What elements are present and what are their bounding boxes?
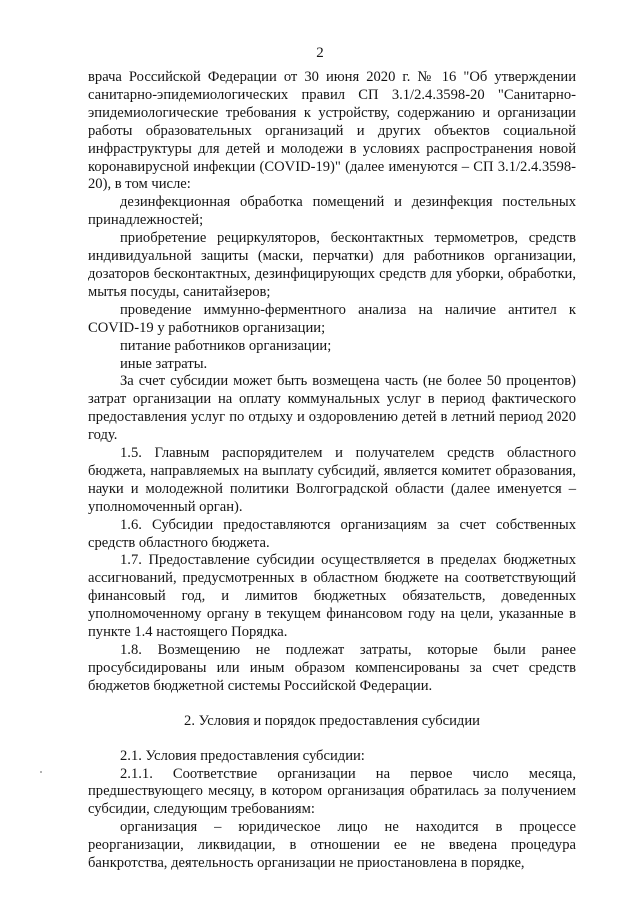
paragraph-clause-1-7: 1.7. Предоставление субсидии осуществляется в пределах бюджетных ассигнований, предусмотренных в областном бюджете на соответствующий финансовый год, и лимитов бюджетных обязательств, доведенных уполномоченному органу в текущем финансовом году на цели, указанные в пункте 1.4 настоящего Порядка. <box>88 552 576 641</box>
paragraph-list-antibody-test: проведение иммунно-ферментного анализа на наличие антител к COVID-19 у работников организации; <box>88 301 576 336</box>
paragraph-clause-1-6: 1.6. Субсидии предоставляются организациям за счет собственных средств областного бюджета. <box>88 516 576 551</box>
paragraph-list-staff-meals: питание работников организации; <box>120 337 332 354</box>
paragraph-clause-1-8: 1.8. Возмещению не подлежат затраты, которые были ранее просубсидированы или иным образом компенсированы за счет средств бюджетов бюджетной системы Российской Федерации. <box>88 642 576 694</box>
page-number: 2 <box>316 45 324 61</box>
paragraph-list-equipment: приобретение рециркуляторов, бесконтактных термометров, средств индивидуальной защиты (маски, перчатки) для работников организации, дозаторов бесконтактных, дезинфицирующих средств для уборки, обработки, мытья посуды, санитайзеров; <box>88 230 576 300</box>
paragraph-clause-2-1-1: 2.1.1. Соответствие организации на первое число месяца, предшествующего месяцу, в котором организация обратилась за получением субсидии, следующим требованиям: <box>88 765 576 818</box>
paragraph-clause-2-1: 2.1. Условия предоставления субсидии: <box>120 747 365 764</box>
paragraph-list-other-costs: иные затраты. <box>120 355 208 372</box>
paragraph-clause-1-5: 1.5. Главным распорядителем и получателем средств областного бюджета, направляемых на выплату субсидий, является комитет образования, науки и молодежной политики Волгоградской области (далее именуется – уполномоченный орган). <box>88 445 576 515</box>
paragraph-intro-continuation: врача Российской Федерации от 30 июня 2020 г. № 16 "Об утверждении санитарно-эпидемиологических правил СП 3.1/2.4.3598-20 "Санитарно-эпидемиологические требования к устройству, содержанию и организации работы образовательных организаций и других объектов социальной инфраструктуры для детей и молодежи в условиях распространения новой коронавирусной инфекции (COVID-19)" (далее именуются – СП 3.1/2.4.3598-20), в том числе: <box>88 69 576 193</box>
paragraph-requirement-legal-entity: организация – юридическое лицо не находится в процессе реорганизации, ликвидации, в отношении ее не введена процедура банкротства, деятельность организации не приостановлена в порядке, <box>88 819 576 872</box>
paragraph-utilities: За счет субсидии может быть возмещена часть (не более 50 процентов) затрат организации на оплату коммунальных услуг в период фактического предоставления услуг по отдыху и оздоровлению детей в летний период 2020 году. <box>88 373 576 444</box>
document-body <box>88 69 576 873</box>
section-heading: 2. Условия и порядок предоставления субсидии <box>184 712 480 729</box>
paragraph-list-disinfection: дезинфекционная обработка помещений и дезинфекция постельных принадлежностей; <box>88 194 576 229</box>
scan-artifact <box>40 771 42 773</box>
